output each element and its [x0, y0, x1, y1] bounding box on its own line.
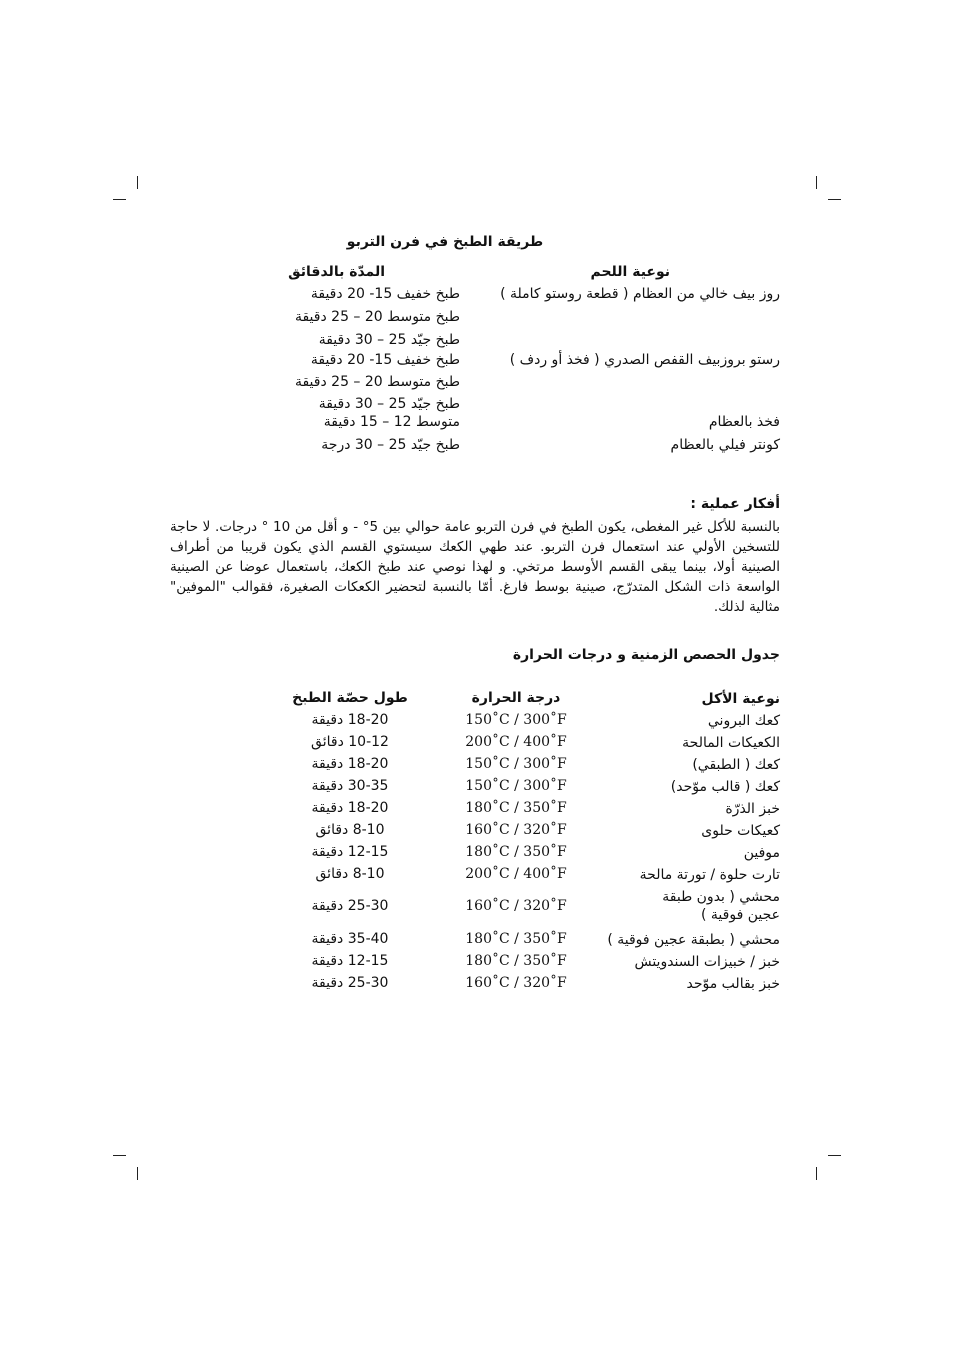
cook-time-cell: 18-20 دقيقة — [311, 712, 389, 728]
food-type-cell: كعيكات حلوى — [701, 823, 780, 839]
food-type-cell: محشي ( بدون طبقة عجين فوقية ) — [662, 889, 780, 923]
food-type-cell: خبز بقالب موّحد — [686, 976, 780, 992]
temperature-cell: 160˚C / 320˚F — [465, 822, 567, 838]
roast-time-cell: طبخ جيّد 25 – 30 دقيقة — [318, 332, 460, 348]
schedule-row — [250, 844, 780, 864]
temperature-cell: 200˚C / 400˚F — [465, 866, 567, 882]
roast-time-cell: طبخ خفيف 15- 20 دقيقة — [310, 286, 460, 302]
temperature-cell: 180˚C / 350˚F — [465, 931, 567, 947]
crop-mark — [828, 199, 841, 200]
schedule-row — [250, 800, 780, 820]
schedule-row — [250, 756, 780, 776]
food-type-cell: تارت حلوة / تورتة مالحة — [639, 867, 780, 883]
crop-mark — [137, 176, 138, 189]
roast-time-cell: طبخ جيّد 25 – 30 درجة — [321, 437, 460, 453]
roast-row — [290, 374, 780, 398]
schedule-row — [250, 822, 780, 842]
crop-mark — [816, 176, 817, 189]
food-type-cell: كعك البروني — [707, 713, 780, 729]
food-type-cell: كعك ( قالب موّحد) — [670, 779, 780, 795]
temperature-cell: 160˚C / 320˚F — [465, 975, 567, 991]
cook-time-cell: 30-35 دقيقة — [311, 778, 389, 794]
header-food-type: نوعية الأكل — [701, 691, 780, 707]
temperature-cell: 180˚C / 350˚F — [465, 844, 567, 860]
roast-meat-cell: روز بيف خالي من العظام ( قطعة روستو كاملة ) — [500, 286, 780, 302]
roast-meat-cell: فخذ بالعظام — [708, 414, 780, 430]
crop-mark — [113, 1155, 126, 1156]
temperature-cell: 150˚C / 300˚F — [465, 712, 567, 728]
roast-time-cell: طبخ خفيف 15- 20 دقيقة — [310, 352, 460, 368]
roast-header-row — [290, 264, 780, 288]
food-type-cell: موفين — [743, 845, 780, 861]
temperature-cell: 180˚C / 350˚F — [465, 800, 567, 816]
schedule-row — [250, 712, 780, 732]
crop-mark — [137, 1167, 138, 1180]
cook-time-cell: 18-20 دقيقة — [311, 800, 389, 816]
temperature-cell: 150˚C / 300˚F — [465, 756, 567, 772]
header-temperature: درجة الحرارة — [471, 690, 561, 706]
tips-paragraph: بالنسبة للأكل غير المغطى، يكون الطبخ في فرن التربو عامة حوالي بين 5° - و أقل من 10 ° درجات. لا حاجة للتسخين الأولي عند استعمال فرن التربو. عند طهي الكعك سيستوي القسم الذي يكون قريبا من أطراف الصينية أولا، بينما يبقى القسم الأوسط مرتخي. و لهذا نوصي عند طبخ الكعك، باستعمال عوضا عن الصينية الواسعة ذات الشكل المتدرّج، صينية بوسط فارغ. أمّا بالنسبة لتحضير الكعكات الصغيرة، فقوالب "الموفين" مثالية لذلك. — [170, 519, 780, 615]
schedule-row — [250, 734, 780, 754]
temperature-cell: 180˚C / 350˚F — [465, 953, 567, 969]
temperature-cell: 150˚C / 300˚F — [465, 778, 567, 794]
food-type-cell: خبز / خبيزات السندويتش — [634, 954, 780, 970]
cook-time-cell: 12-15 دقيقة — [311, 844, 389, 860]
crop-mark — [113, 199, 126, 200]
cook-time-cell: 8-10 دقائق — [315, 866, 385, 882]
cook-time-cell: 25-30 دقيقة — [311, 975, 389, 991]
roast-title: طريقة الطبخ في فرن التربو — [346, 234, 544, 250]
cook-time-cell: 35-40 دقيقة — [311, 931, 389, 947]
schedule-row — [250, 975, 780, 995]
roast-meat-cell: كونتر فيلي بالعظام — [670, 437, 780, 453]
cook-time-cell: 8-10 دقائق — [315, 822, 385, 838]
schedule-header-row — [250, 690, 780, 710]
roast-row — [290, 352, 780, 376]
food-type-cell: كعك ( الطبقي) — [692, 757, 780, 773]
cook-time-cell: 10-12 دقائق — [311, 734, 389, 750]
cook-time-cell: 18-20 دقيقة — [311, 756, 389, 772]
header-cook-time: طول حصّة الطبخ — [292, 690, 408, 706]
roast-row — [290, 309, 780, 333]
roast-time-cell: متوسط 12 – 15 دقيقة — [323, 414, 460, 430]
schedule-row — [250, 888, 780, 926]
tips-heading: أفكار عملية : — [690, 496, 780, 512]
roast-row — [290, 437, 780, 461]
schedule-row — [250, 866, 780, 886]
food-type-cell: محشي ( بطبقة عجين فوقية ) — [607, 932, 780, 948]
header-meat-type: نوعية اللحم — [590, 264, 670, 280]
schedule-title: جدول الحصص الزمنية و درجات الحرارة — [512, 647, 780, 663]
cook-time-cell: 25-30 دقيقة — [311, 898, 389, 914]
roast-row — [290, 414, 780, 438]
schedule-row — [250, 778, 780, 798]
food-type-cell: خبز الذرّة — [725, 801, 780, 817]
roast-row — [290, 286, 780, 310]
roast-time-cell: طبخ جيّد 25 – 30 دقيقة — [318, 396, 460, 412]
food-type-cell: الكعيكات المالحة — [682, 735, 780, 751]
roast-time-cell: طبخ متوسط 20 – 25 دقيقة — [294, 309, 460, 325]
roast-time-cell: طبخ متوسط 20 – 25 دقيقة — [294, 374, 460, 390]
schedule-row — [250, 953, 780, 973]
temperature-cell: 160˚C / 320˚F — [465, 898, 567, 914]
cook-time-cell: 12-15 دقيقة — [311, 953, 389, 969]
crop-mark — [828, 1155, 841, 1156]
schedule-row — [250, 931, 780, 951]
crop-mark — [816, 1167, 817, 1180]
header-duration: المدّة بالدقائق — [288, 264, 385, 280]
temperature-cell: 200˚C / 400˚F — [465, 734, 567, 750]
roast-meat-cell: رستو بروزبيف القفص الصدري ( فخذ أو ردف ) — [509, 352, 780, 368]
